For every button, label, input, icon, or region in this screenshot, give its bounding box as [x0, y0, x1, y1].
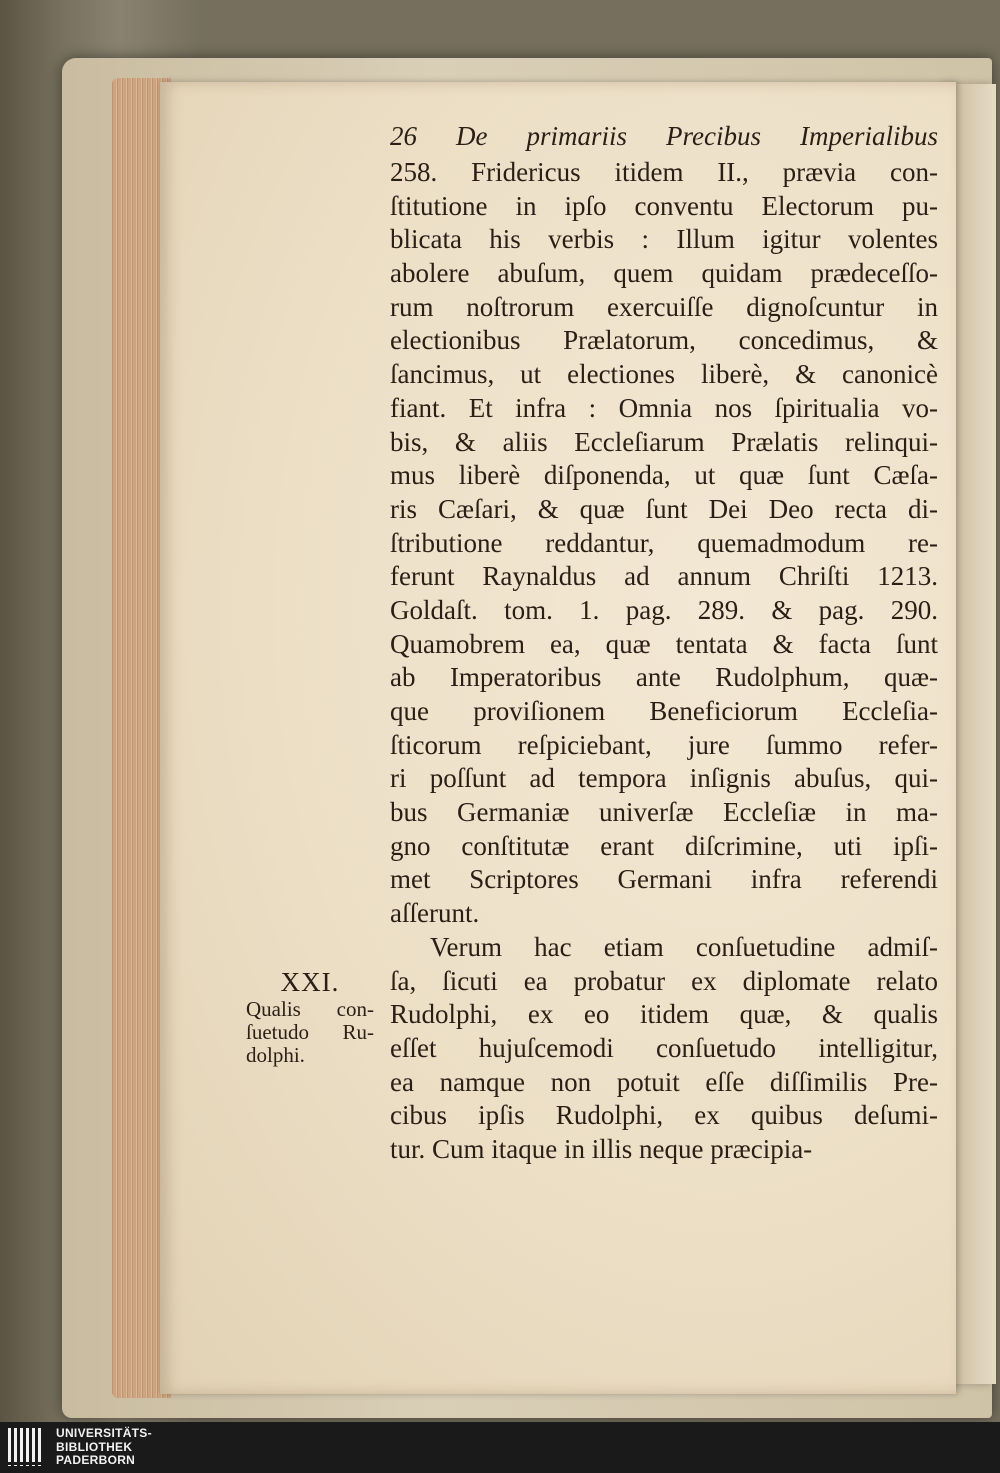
text-line: ab Imperatoribus ante Rudolphum, quæ- [390, 662, 938, 693]
text-line: ſa, ſicuti ea probatur ex diplomate relato [390, 965, 938, 996]
text-line: aſſerunt. [390, 898, 480, 929]
text-line: ri poſſunt ad tempora inſignis abuſus, qui- [390, 763, 938, 794]
text-line: gno conſtitutæ erant diſcrimine, uti ipſi- [390, 830, 938, 861]
library-name-line: BIBLIOTHEK [56, 1439, 133, 1454]
text-line: que proviſionem Beneficiorum Eccleſia- [390, 696, 938, 726]
text-line: 258. Fridericus itidem II., prævia con- [390, 157, 938, 187]
text-line: met Scriptores Germani infra referendi [390, 864, 938, 895]
text-line: fiant. Et infra : Omnia nos ſpiritualia vo- [390, 392, 938, 423]
text-line: bus Germaniæ univerſæ Eccleſiæ in ma- [390, 797, 938, 828]
library-name [56, 1427, 152, 1468]
margin-note-line: dolphi. [246, 1043, 305, 1067]
text-line: abolere abuſum, quem quidam prædeceſſo- [390, 258, 938, 289]
text-line: ſtributione reddantur, quemadmodum re- [390, 527, 938, 558]
library-footer [0, 1422, 1000, 1473]
library-name-line: UNIVERSITÄTS- [56, 1426, 152, 1440]
text-line: ris Cæſari, & quæ ſunt Dei Deo recta di- [390, 493, 938, 524]
book-page [160, 82, 956, 1394]
text-line: ſancimus, ut electiones liberè, & canonicè [390, 359, 938, 390]
text-line: Goldaſt. tom. 1. pag. 289. & pag. 290. [390, 594, 938, 625]
text-line: Verum hac etiam conſuetudine admiſ- [430, 931, 938, 962]
text-line: mus liberè diſponenda, ut quæ ſunt Cæſa- [390, 460, 938, 491]
text-line: Quamobrem ea, quæ tentata & facta ſunt [390, 628, 938, 659]
text-line: bis, & aliis Eccleſiarum Prælatis relinqui- [390, 426, 938, 457]
library-name-line: PADERBORN [56, 1453, 136, 1467]
body-text [390, 156, 938, 1167]
text-line: ferunt Raynaldus ad annum Chriſti 1213. [390, 561, 938, 592]
text-line: blicata his verbis : Illum igitur volentes [390, 224, 938, 255]
library-logo-icon [6, 1426, 50, 1468]
text-line: ſticorum reſpiciebant, jure ſummo refer- [390, 729, 938, 760]
running-header: 26 De primariis Precibus Imperialibus [390, 121, 938, 151]
text-line: rum noſtrorum exercuiſſe dignoſcuntur in [390, 291, 938, 322]
text-line: electionibus Prælatorum, concedimus, & [390, 325, 938, 356]
text-line: ſtitutione in ipſo conventu Electorum pu- [390, 190, 938, 221]
text-line: eſſet hujuſcemodi conſuetudo intelligitur, [390, 1032, 938, 1063]
margin-note [240, 966, 380, 1067]
text-line: Rudolphi, ex eo itidem quæ, & qualis [390, 999, 938, 1030]
margin-note-line: ſuetudo Ru- [246, 1020, 374, 1044]
text-line: tur. Cum itaque in illis neque præcipia- [390, 1133, 813, 1164]
margin-note-line: Qualis con- [246, 997, 374, 1021]
margin-section-number: XXI. [280, 967, 340, 997]
text-block [390, 118, 938, 1167]
text-line: ea namque non potuit eſſe diſſimilis Pre- [390, 1066, 938, 1097]
text-line: cibus ipſis Rudolphi, ex quibus deſumi- [390, 1100, 938, 1131]
